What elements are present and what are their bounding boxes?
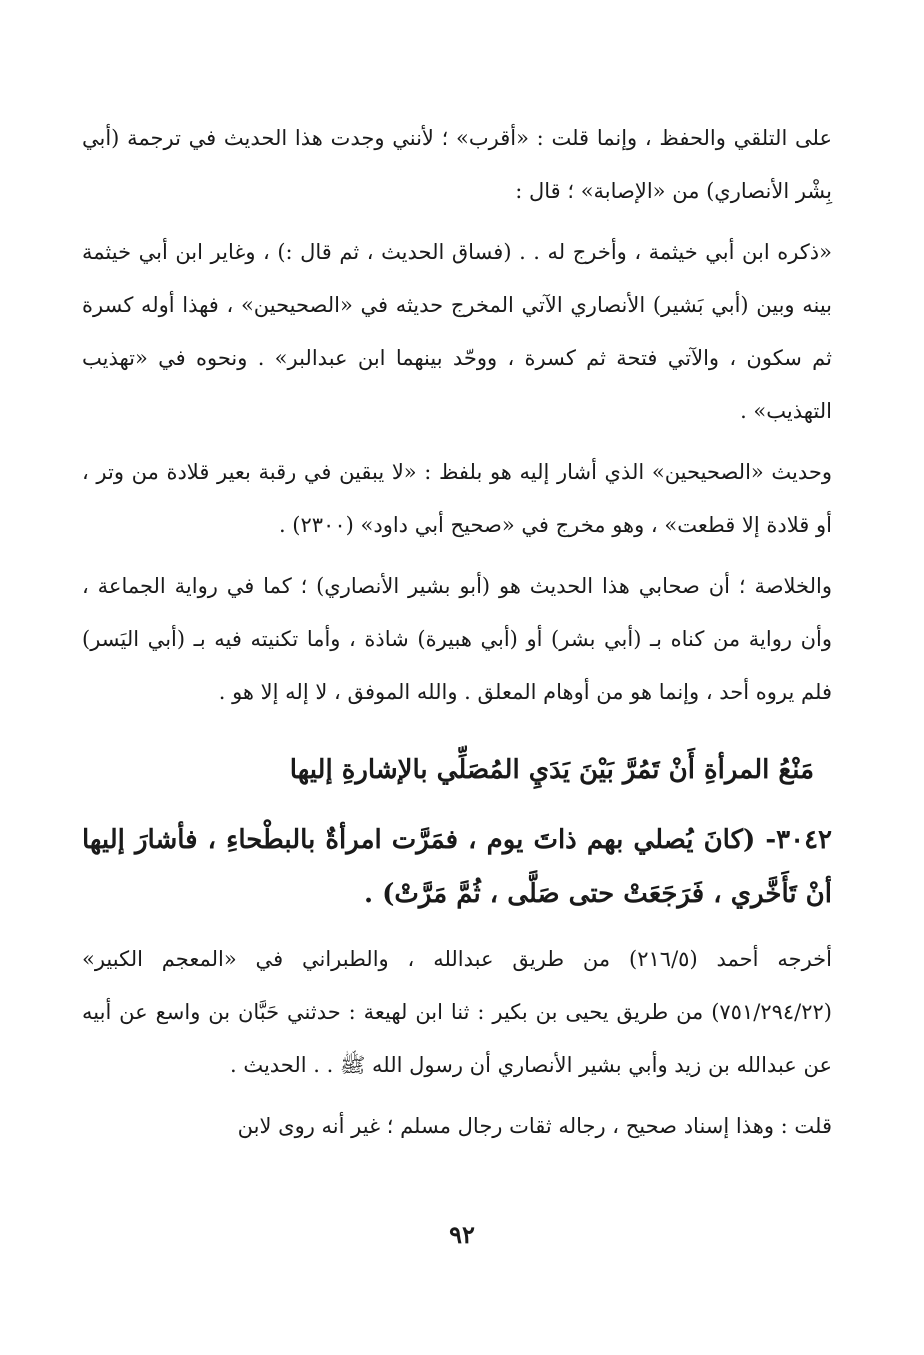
- paragraph-intro: على التلقي والحفظ ، وإنما قلت : «أقرب» ؛ لأنني وجدت هذا الحديث في ترجمة (أبي بِشْر الأنصاري) من «الإصابة» ؛ قال :: [82, 126, 832, 203]
- hadith-text: ٣٠٤٢- (كانَ يُصلي بهم ذاتَ يوم ، فمَرَّت امرأةٌ بالبطْحاءِ ، فأشارَ إليها أنْ تَأَخَّري ، فَرَجَعَتْ حتى صَلَّى ، ثُمَّ مَرَّتْ) .: [82, 825, 832, 909]
- paragraph-sahihayn-hadith: وحديث «الصحيحين» الذي أشار إليه هو بلفظ : «لا يبقين في رقبة بعير قلادة من وتر ، أو قلادة إلا قطعت» ، وهو مخرج في «صحيح أبي داود» (٢٣٠٠) .: [82, 460, 832, 537]
- paragraph-isnad-comment: قلت : وهذا إسناد صحيح ، رجاله ثقات رجال مسلم ؛ غير أنه روى لابن: [237, 1114, 832, 1138]
- paragraph-takhrij: أخرجه أحمد (٢١٦/٥) من طريق عبدالله ، والطبراني في «المعجم الكبير» (٧٥١/٢٩٤/٢٢) من طريق يحيى بن بكير : ثنا ابن لهيعة : حدثني حَبَّان بن واسع عن أبيه عن عبدالله بن زيد وأبي بشير الأنصاري أن رسول الله ﷺ . . الحديث .: [82, 947, 832, 1077]
- chapter-heading: مَنْعُ المرأةِ أَنْ تَمُرَّ بَيْنَ يَدَيِ المُصَلِّي بالإشارةِ إليها: [289, 755, 814, 785]
- page-number: ٩٢: [449, 1220, 475, 1249]
- paragraph-quote-isaba: «ذكره ابن أبي خيثمة ، وأخرج له . . (فساق الحديث ، ثم قال :) ، وغاير ابن أبي خيثمة بينه وبين (أبي بَشير) الأنصاري الآتي المخرج حديثه في «الصحيحين» ، فهذا أوله كسرة ثم سكون ، والآتي فتحة ثم كسرة ، ووحّد بينهما ابن عبدالبر» . ونحوه في «تهذيب التهذيب» .: [82, 240, 832, 423]
- paragraph-conclusion: والخلاصة ؛ أن صحابي هذا الحديث هو (أبو بشير الأنصاري) ؛ كما في رواية الجماعة ، وأن رواية من كناه بـ (أبي بشر) أو (أبي هبيرة) شاذة ، وأما تكنيته فيه بـ (أبي اليَسر) فلم يروه أحد ، وإنما هو من أوهام المعلق . والله الموفق ، لا إله إلا هو .: [82, 574, 832, 704]
